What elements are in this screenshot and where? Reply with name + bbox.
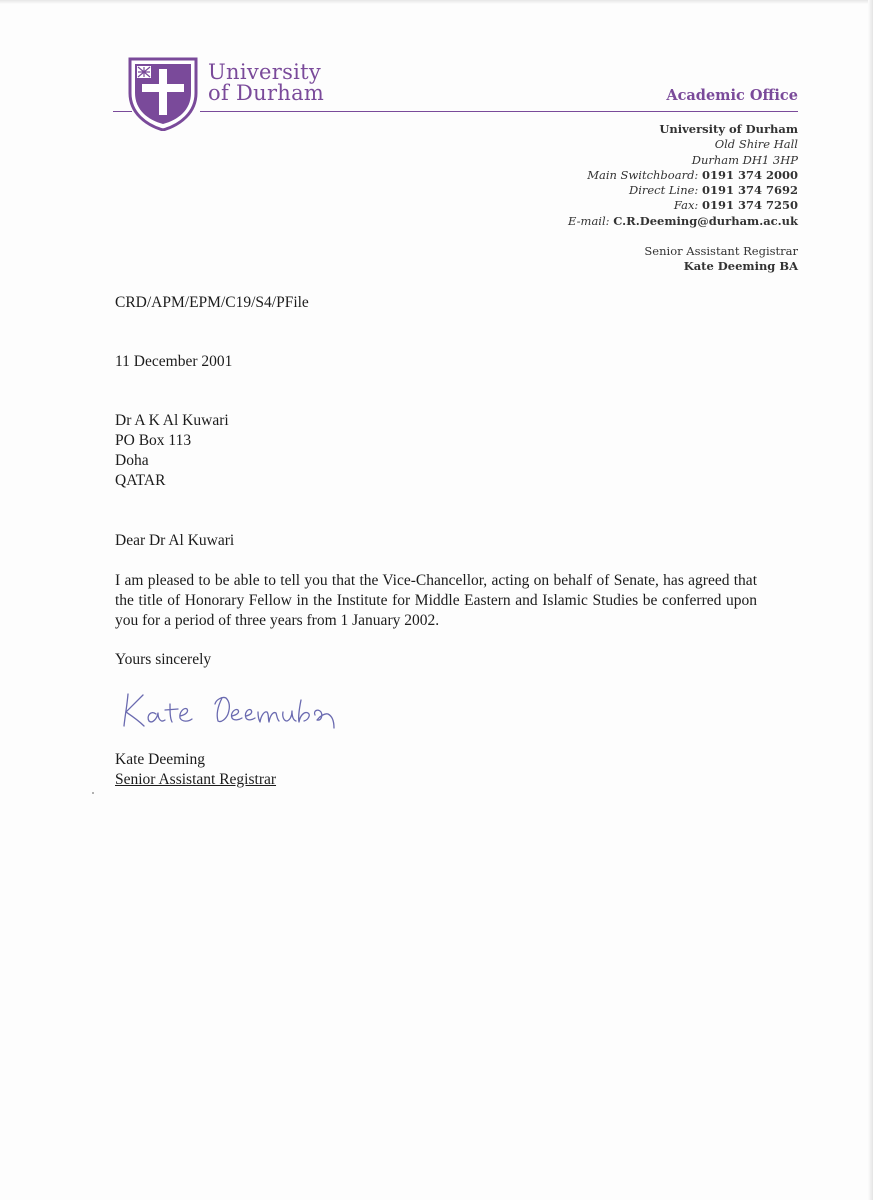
direct-line [568,183,798,198]
scan-edge-right [868,0,873,1200]
contact-block [568,122,798,275]
direct-line-number: 0191 374 7692 [701,183,798,198]
address-line-2: Durham DH1 3HP [691,152,798,167]
email-line [568,214,798,229]
letterhead-rule [200,111,798,112]
direct-line-label: Direct Line: [628,183,699,198]
recipient-line: PO Box 113 [115,432,192,449]
email-address: C.R.Deeming@durham.ac.uk [613,213,798,228]
letter-reference: CRD/APM/EPM/C19/S4/PFile [115,294,309,311]
switchboard-label: Main Switchboard: [587,167,699,182]
sender-role: Senior Assistant Registrar [644,244,798,259]
letterhead-rule-left [113,111,132,112]
office-title: Academic Office [666,87,798,104]
signer-block [115,750,276,790]
university-name [208,62,324,104]
sender-name: Kate Deeming BA [683,259,798,274]
university-crest-icon [128,57,198,131]
fax-number: 0191 374 7250 [701,198,798,213]
university-name-line1: University [208,60,322,84]
fax-line [568,198,798,213]
fax-label: Fax: [673,198,699,213]
recipient-line: QATAR [115,472,166,489]
address-line-1: Old Shire Hall [714,137,798,152]
salutation: Dear Dr Al Kuwari [115,532,235,549]
signer-name: Kate Deeming [115,751,205,768]
handwritten-signature [118,686,358,734]
scan-speck [92,792,94,794]
recipient-line: Doha [115,452,149,469]
signer-role: Senior Assistant Registrar [115,771,277,788]
scan-edge-top [0,0,873,4]
institution-name: University of Durham [659,122,798,136]
switchboard-number: 0191 374 2000 [701,167,798,182]
letter-date: 11 December 2001 [115,353,233,370]
email-label: E-mail: [568,213,610,228]
university-name-line2: of Durham [208,81,325,105]
recipient-line: Dr A K Al Kuwari [115,412,229,429]
recipient-address [115,411,229,491]
switchboard-line [568,168,798,183]
closing: Yours sincerely [115,651,212,668]
letter-body: I am pleased to be able to tell you that the Vice-Chancellor, acting on behalf of Senate, has agreed that the title of Honorary Fellow in the Institute for Middle Eastern and Islamic Studies be conferred upon you for a period of three years from 1 January 2002. [115,572,757,629]
